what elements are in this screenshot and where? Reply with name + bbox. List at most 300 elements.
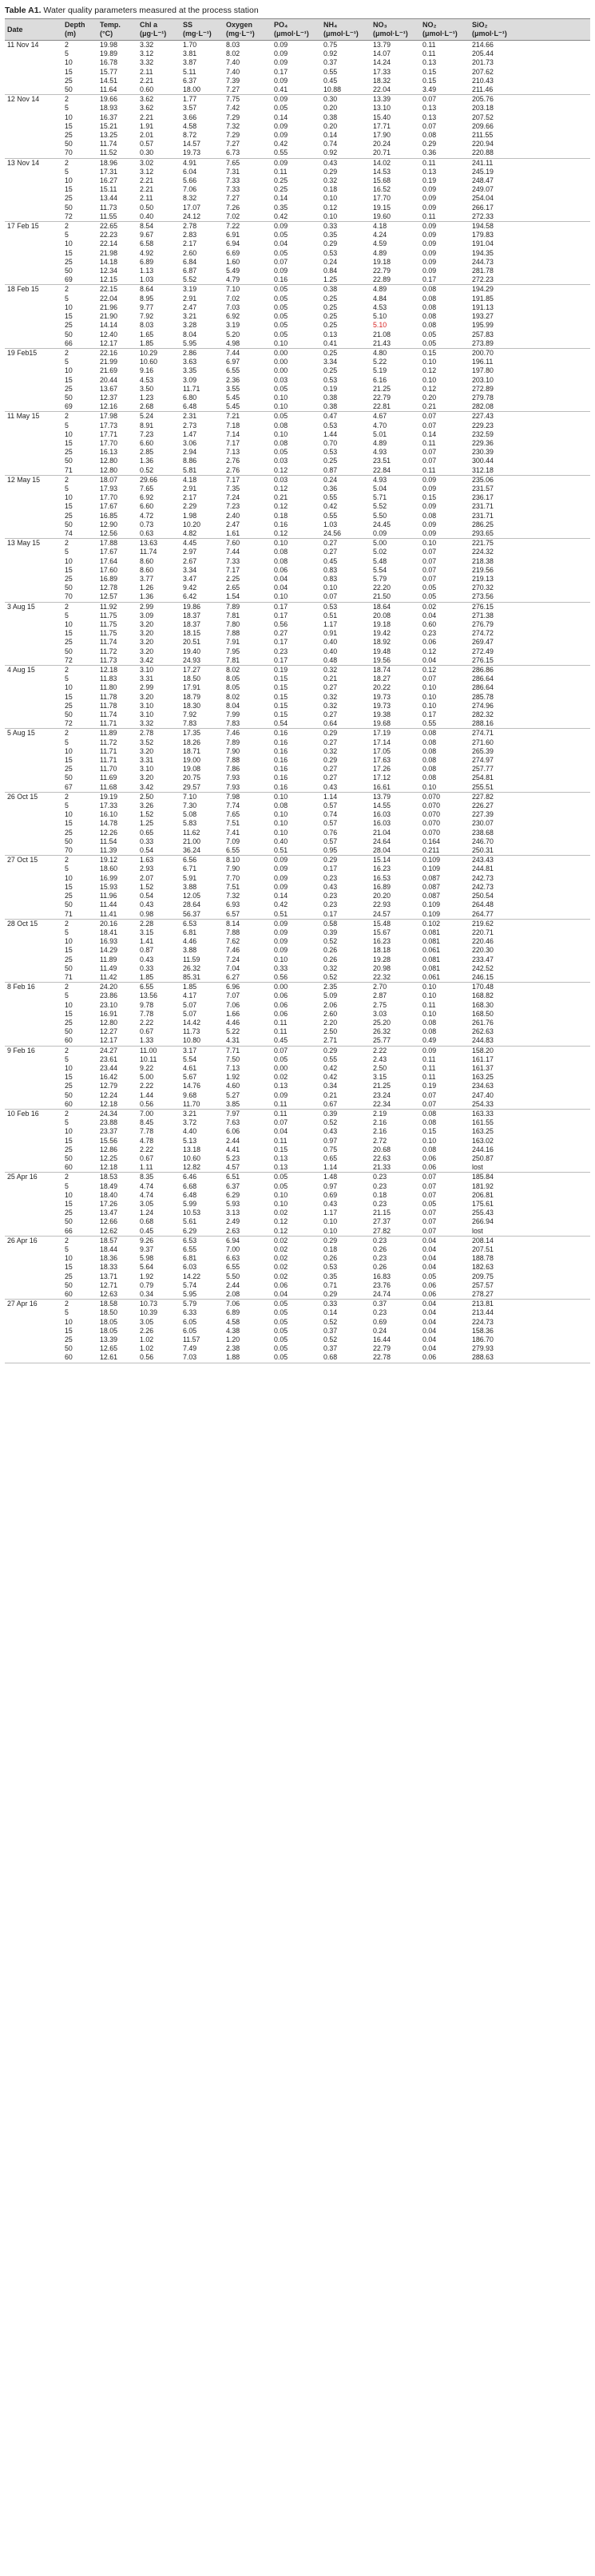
table-cell: 2.97 [183, 548, 197, 556]
table-cell: 10 [65, 429, 73, 438]
table-cell: 10.88 [321, 85, 371, 95]
table-cell: 0.51 [272, 846, 321, 856]
date-cell [5, 512, 62, 520]
table-cell: 18.15 [183, 629, 201, 638]
table-cell: 274.72 [472, 629, 494, 638]
table-cell: 5.13 [183, 1136, 197, 1145]
table-cell: 7.75 [224, 95, 272, 105]
table-cell: 19.73 [373, 701, 391, 710]
column-header-name: NH₄ [323, 21, 338, 29]
table-cell: 21.98 [100, 248, 118, 257]
table-cell: 3.10 [137, 666, 180, 675]
table-cell: 3.20 [140, 774, 154, 782]
table-row [5, 385, 590, 394]
table-cell: 11.78 [100, 692, 117, 701]
table-cell: 14.78 [100, 819, 118, 828]
table-cell: 0.75 [323, 1145, 338, 1153]
table-cell: 4.60 [226, 1082, 240, 1090]
table-cell: 0.07 [422, 457, 437, 465]
table-cell: 0.32 [323, 701, 338, 710]
table-cell: 17.70 [100, 438, 118, 447]
table-cell: 0.13 [422, 104, 437, 113]
date-cell: 19 Feb15 [5, 348, 62, 358]
table-cell: 18.92 [373, 638, 391, 647]
table-cell: 3.05 [140, 1317, 154, 1326]
table-cell: 0.05 [272, 1173, 321, 1182]
table-cell: 0.06 [422, 1280, 437, 1289]
table-cell: 286.86 [470, 666, 590, 675]
table-cell: 0.11 [422, 49, 436, 58]
table-cell: 0.09 [420, 475, 470, 485]
table-cell: 278.27 [470, 1290, 590, 1300]
table-cell: 25 [65, 511, 73, 520]
date-cell [5, 946, 62, 955]
table-cell: 0.087 [422, 892, 441, 900]
table-row [5, 222, 590, 231]
table-cell: 0.10 [422, 991, 437, 1000]
table-cell: 22.04 [100, 294, 118, 303]
table-cell: 220.94 [472, 140, 494, 148]
table-row [5, 856, 590, 865]
table-cell: 24.93 [180, 656, 224, 666]
table-cell: 5 [65, 167, 69, 176]
table-cell: 5.10 [373, 312, 387, 321]
table-cell: 201.73 [472, 58, 494, 67]
table-row [5, 275, 590, 285]
table-cell: 5 [65, 675, 69, 683]
table-cell: 0.12 [422, 647, 437, 655]
table-cell: 17.93 [100, 484, 118, 493]
date-cell [5, 557, 62, 566]
table-cell: 0.27 [323, 548, 338, 556]
table-cell: 12.40 [100, 330, 118, 338]
table-row [5, 765, 590, 774]
table-cell: 10 [65, 683, 73, 692]
table-cell: 0.97 [323, 1181, 338, 1190]
table-cell: 0.12 [274, 502, 288, 511]
table-cell: 0.18 [373, 1190, 387, 1199]
table-row [5, 1263, 590, 1272]
table-cell: 21.25 [373, 384, 391, 393]
table-cell: 247.40 [472, 1090, 494, 1099]
table-cell: 15 [65, 312, 73, 321]
table-cell: 0.11 [272, 1109, 321, 1118]
table-cell: 0.08 [422, 1145, 437, 1153]
table-cell: 3.66 [183, 113, 197, 121]
table-row [5, 1236, 590, 1245]
table-cell: 8.05 [226, 675, 240, 683]
table-cell: 21.04 [373, 828, 391, 837]
date-cell [5, 837, 62, 846]
table-row [5, 68, 590, 77]
table-cell: 241.11 [470, 158, 590, 168]
table-cell: 0.06 [420, 1290, 470, 1300]
table-cell: 0.19 [422, 1082, 437, 1090]
column-header-unit: (μmol·L⁻¹) [274, 30, 309, 38]
table-cell: 1.25 [140, 819, 154, 828]
table-cell: 0.15 [420, 348, 470, 358]
table-cell: 8.95 [140, 294, 154, 303]
table-cell: 15 [65, 438, 73, 447]
table-cell: 1.85 [137, 973, 180, 983]
table-cell: 18.37 [183, 620, 201, 628]
table-cell: 0.60 [137, 85, 180, 95]
table-cell: 16.23 [373, 865, 391, 873]
table-cell: 257.83 [472, 330, 494, 338]
date-cell [5, 620, 62, 629]
table-cell: 8.04 [226, 701, 240, 710]
table-cell: 4.92 [140, 248, 154, 257]
table-cell: 5 [65, 1245, 69, 1254]
table-cell: 11.89 [100, 955, 117, 964]
date-cell [5, 846, 62, 856]
table-cell: 2.19 [371, 1109, 420, 1118]
table-cell: 249.07 [472, 185, 494, 194]
table-cell: 2 [62, 856, 97, 865]
table-cell: 0.43 [323, 1127, 338, 1136]
table-cell: 10.60 [183, 1153, 201, 1162]
table-cell: 19.19 [97, 792, 137, 801]
table-cell: 0.05 [272, 1300, 321, 1309]
table-cell: 274.71 [470, 729, 590, 738]
table-cell: 23.76 [373, 1280, 391, 1289]
table-row [5, 883, 590, 892]
table-cell: 12.63 [97, 1290, 137, 1300]
table-row [5, 1137, 590, 1146]
table-row [5, 95, 590, 105]
table-cell: 242.52 [472, 964, 494, 972]
table-cell: 71 [62, 910, 97, 920]
table-cell: 0.04 [422, 1254, 437, 1263]
table-cell: 0.25 [321, 348, 371, 358]
date-cell [5, 1082, 62, 1090]
table-cell: 15.93 [100, 882, 118, 891]
table-cell: 0.57 [323, 819, 338, 828]
table-cell: 18.50 [183, 675, 201, 683]
table-cell: 0.08 [420, 1109, 470, 1118]
table-cell: 0.57 [323, 837, 338, 845]
table-cell: 0.97 [323, 1136, 338, 1145]
table-cell: 293.65 [470, 529, 590, 539]
table-cell: 5 [65, 928, 69, 936]
table-cell: 19.56 [371, 656, 420, 666]
table-cell: 10.20 [183, 520, 201, 528]
table-cell: 0.43 [321, 158, 371, 168]
table-cell: 20.51 [183, 638, 201, 647]
table-cell: 227.82 [470, 792, 590, 801]
table-cell: 5 [65, 738, 69, 746]
table-cell: 0.09 [274, 882, 288, 891]
table-cell: 279.93 [472, 1344, 494, 1353]
table-cell: 2 [62, 666, 97, 675]
table-cell: 22.79 [373, 267, 391, 275]
table-cell: 7.90 [226, 746, 240, 755]
table-row [5, 928, 590, 937]
table-cell: 7.91 [226, 638, 240, 647]
table-cell: 7.63 [226, 1118, 240, 1127]
table-cell: 182.63 [472, 1263, 494, 1272]
table-cell: 4.91 [180, 158, 224, 168]
table-cell: 10 [65, 239, 73, 248]
table-cell: 0.23 [373, 1200, 387, 1208]
table-cell: 7.17 [224, 475, 272, 485]
table-cell: 0.08 [274, 801, 288, 810]
table-row [5, 122, 590, 131]
table-cell: 23.86 [100, 991, 118, 1000]
table-cell: 7.51 [226, 819, 240, 828]
date-cell: 28 Oct 15 [5, 919, 62, 928]
table-cell: 0.09 [272, 856, 321, 865]
table-cell: 0.13 [422, 58, 437, 67]
table-cell: 2.68 [137, 402, 180, 412]
table-cell: 158.20 [470, 1046, 590, 1055]
table-cell: 0.09 [272, 95, 321, 105]
table-cell: 36.24 [180, 846, 224, 856]
table-cell: 0.56 [274, 620, 288, 628]
table-cell: 22.79 [373, 1344, 391, 1353]
table-cell: 1.47 [183, 429, 197, 438]
table-cell: 0.05 [274, 1344, 288, 1353]
table-cell: 1.03 [323, 520, 338, 528]
table-cell: 11.73 [97, 656, 137, 666]
table-cell: 23.61 [100, 1055, 118, 1063]
table-cell: 11.39 [97, 846, 137, 856]
date-cell [5, 964, 62, 973]
date-cell [5, 1290, 62, 1300]
date-cell [5, 1118, 62, 1127]
table-cell: 0.14 [274, 892, 288, 900]
date-cell: 8 Feb 16 [5, 983, 62, 992]
table-cell: 0.57 [323, 801, 338, 810]
table-cell: 2.76 [226, 457, 240, 465]
table-cell: 0.061 [422, 946, 441, 955]
table-cell: 24.64 [373, 837, 391, 845]
table-cell: 0.05 [272, 285, 321, 295]
table-cell: 0.54 [137, 846, 180, 856]
table-row [5, 529, 590, 539]
table-cell: 13.71 [100, 1272, 118, 1280]
table-cell: 2 [62, 729, 97, 738]
column-header-unit: (μmol·L⁻¹) [472, 30, 507, 38]
table-cell: 220.88 [470, 148, 590, 158]
table-cell: 10.80 [180, 1036, 224, 1046]
date-cell [5, 1036, 62, 1046]
table-cell: 2.25 [226, 574, 240, 583]
table-cell: 11.96 [100, 892, 117, 900]
table-cell: 14.57 [183, 140, 201, 148]
table-cell: 2.35 [321, 983, 371, 992]
table-cell: 3.88 [183, 946, 197, 955]
table-cell: 0.65 [323, 1153, 338, 1162]
date-cell [5, 683, 62, 692]
table-cell: 2.50 [137, 792, 180, 801]
table-cell: 7.78 [140, 1009, 154, 1018]
table-cell: 5.74 [183, 1280, 197, 1289]
table-cell: 0.33 [274, 964, 288, 972]
table-cell: 5.50 [373, 511, 387, 520]
table-cell: 6.57 [224, 910, 272, 920]
table-cell: 0.56 [137, 1353, 180, 1363]
table-cell: 0.11 [274, 1027, 288, 1036]
date-cell [5, 1327, 62, 1335]
date-cell [5, 1245, 62, 1254]
table-cell: 15.11 [100, 185, 117, 194]
table-cell: 0.11 [422, 1063, 436, 1072]
date-cell [5, 829, 62, 837]
table-cell: 236.17 [472, 493, 494, 502]
table-cell: 50 [65, 1153, 73, 1162]
table-row [5, 829, 590, 837]
table-cell: 0.02 [274, 1245, 288, 1254]
table-cell: 0.06 [274, 565, 288, 574]
table-cell: 16.85 [100, 511, 118, 520]
date-cell: 3 Aug 15 [5, 602, 62, 611]
table-cell: 220.46 [472, 937, 494, 946]
table-cell: 25 [65, 384, 73, 393]
table-cell: 0.08 [422, 756, 437, 765]
table-cell: 0.15 [274, 692, 288, 701]
table-cell: 170.48 [470, 983, 590, 992]
table-cell: 0.52 [323, 1118, 338, 1127]
table-cell: 11.75 [100, 629, 117, 638]
table-cell: 5.23 [226, 1153, 240, 1162]
table-row [5, 575, 590, 584]
table-cell: 5.95 [180, 1290, 224, 1300]
table-cell: 6.92 [226, 312, 240, 321]
table-cell: 0.11 [422, 438, 436, 447]
table-cell: 0.21 [274, 493, 288, 502]
table-cell: 2.71 [321, 1036, 371, 1046]
table-cell: 282.32 [472, 710, 494, 719]
column-header [470, 19, 590, 41]
table-cell: 8.10 [224, 856, 272, 865]
table-row [5, 1227, 590, 1237]
table-cell: 10 [65, 620, 73, 628]
table-cell: 9.77 [140, 303, 154, 311]
date-cell [5, 629, 62, 638]
table-cell: 17.35 [180, 729, 224, 738]
table-cell: 20.20 [373, 892, 391, 900]
table-cell: 0.09 [274, 865, 288, 873]
table-cell: 8.03 [224, 41, 272, 50]
table-cell: 3.32 [137, 719, 180, 729]
table-cell: 19.12 [97, 856, 137, 865]
table-cell: 5.02 [373, 548, 387, 556]
table-cell: 7.31 [226, 167, 240, 176]
table-cell: 0.08 [422, 738, 437, 746]
date-cell [5, 973, 62, 983]
table-cell: 16.83 [373, 1272, 391, 1280]
table-cell: 185.84 [470, 1173, 590, 1182]
table-row [5, 358, 590, 366]
table-cell: 0.35 [323, 1272, 338, 1280]
table-cell: 0.45 [323, 76, 338, 85]
table-row [5, 439, 590, 448]
table-cell: 0.98 [137, 910, 180, 920]
table-cell: 14.53 [373, 167, 391, 176]
table-cell: 0.04 [274, 1127, 288, 1136]
table-cell: 12.71 [100, 1280, 118, 1289]
table-cell: 0.05 [420, 339, 470, 349]
table-cell: 230.07 [472, 819, 494, 828]
table-cell: 0.91 [323, 629, 338, 638]
table-cell: 1.20 [226, 1335, 240, 1344]
table-cell: 23.10 [100, 1000, 118, 1009]
table-cell: 0.24 [323, 257, 338, 266]
table-cell: 24.34 [97, 1109, 137, 1118]
table-cell: 60 [62, 1036, 97, 1046]
table-cell: 8.05 [226, 683, 240, 692]
table-cell: 0.43 [323, 882, 338, 891]
table-cell: 219.56 [472, 565, 494, 574]
table-cell: 15 [65, 1326, 73, 1335]
table-cell: 0.06 [420, 1163, 470, 1173]
table-cell: 10.39 [140, 1308, 158, 1317]
table-cell: 11.69 [100, 774, 117, 782]
table-cell: 7.21 [224, 412, 272, 421]
table-cell: 13.67 [100, 384, 118, 393]
date-cell [5, 738, 62, 747]
table-cell: 272.89 [472, 384, 494, 393]
table-cell: 0.11 [274, 1136, 288, 1145]
table-cell: 11.74 [100, 710, 117, 719]
table-cell: 250.54 [472, 892, 494, 900]
table-cell: 0.32 [323, 176, 338, 185]
table-cell: 19.38 [373, 710, 391, 719]
table-cell: 7.24 [226, 493, 240, 502]
table-cell: 264.77 [470, 910, 590, 920]
table-cell: 6.04 [183, 167, 197, 176]
date-cell [5, 1344, 62, 1353]
date-cell [5, 900, 62, 909]
table-cell: 19.00 [183, 756, 201, 765]
table-cell: 50 [65, 1280, 73, 1289]
table-cell: 4.57 [224, 1163, 272, 1173]
table-cell: 2.43 [373, 1055, 387, 1063]
table-cell: 0.061 [420, 973, 470, 983]
table-cell: 3.10 [140, 765, 154, 774]
table-cell: 25 [65, 828, 73, 837]
table-cell: 0.12 [422, 366, 437, 375]
table-cell: 0.21 [323, 675, 338, 683]
table-cell: 0.27 [323, 765, 338, 774]
date-cell [5, 366, 62, 375]
table-cell: 285.78 [472, 692, 494, 701]
table-cell: 19.98 [97, 41, 137, 50]
date-cell: 27 Oct 15 [5, 856, 62, 865]
table-cell: 0.109 [422, 865, 441, 873]
table-cell: 194.29 [470, 285, 590, 295]
table-cell: 0.05 [422, 584, 437, 592]
table-cell: 0.06 [274, 991, 288, 1000]
date-cell [5, 493, 62, 502]
column-header-name: Temp. [100, 21, 121, 29]
table-cell: 0.13 [422, 167, 437, 176]
table-cell: 1.36 [140, 457, 154, 465]
table-cell: 0.08 [422, 1018, 437, 1027]
table-cell: 242.73 [472, 882, 494, 891]
table-row [5, 512, 590, 520]
date-cell [5, 122, 62, 131]
table-cell: 12.17 [97, 339, 137, 349]
date-cell [5, 1335, 62, 1344]
table-cell: lost [470, 1163, 590, 1173]
table-cell: 12.62 [97, 1227, 137, 1237]
table-cell: 16.78 [100, 58, 118, 67]
table-cell: 7.03 [180, 1353, 224, 1363]
table-cell: 0.43 [140, 900, 154, 909]
table-cell: 50 [65, 1344, 73, 1353]
